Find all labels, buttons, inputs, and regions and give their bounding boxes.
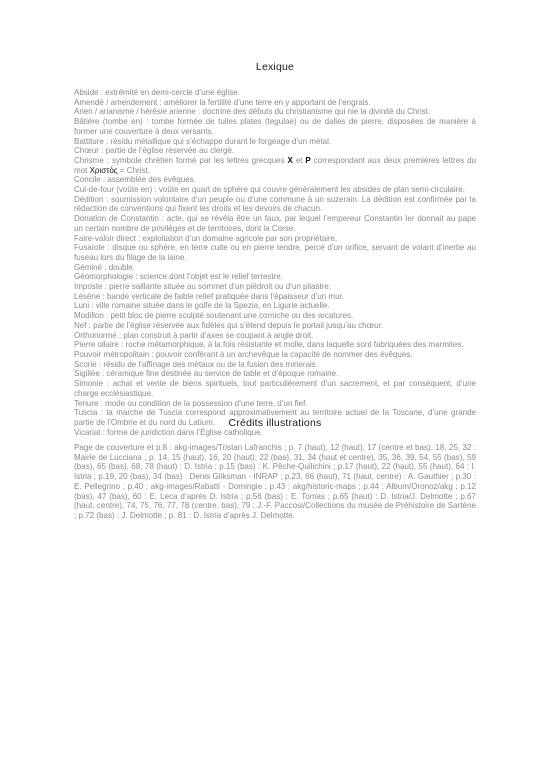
credits-heading: Crédits illustrations [228, 417, 322, 429]
lexique-entry: Cul-de-four (voûte en) : voûte en quart de sphère qui couvre généralement les absides de plan semi-circulaire. [74, 185, 465, 195]
lexique-entry: Vicariat : forme de juridiction dans l’Église catholique. [74, 427, 263, 437]
lexique-list [74, 88, 476, 437]
lexique-entry: Dédition : soumission volontaire d’un peuple ou d’une commune à un suzerain. La dédition est confirmée par la rédaction de conventions qui fixent les droits et les devoirs de chacun. [74, 194, 476, 214]
chrisme-mid: et [292, 155, 306, 165]
lexique-entry: Imposte : pierre saillante située au sommet d’un piédroit ou d’un pilastre. [74, 282, 332, 292]
lexique-entry: Faire-valoir direct : exploitation d’un domaine agricole par son propriétaire. [74, 233, 338, 243]
lexique-entry: Tenure : mode ou condition de la possession d’une terre, d’un fief. [74, 398, 308, 408]
lexique-entry: Bâtière (tombe en) : tombe formée de tuiles plates (tegulae) ou de dalles de pierre, disposées de manière à former une couverture à deux versants. [74, 117, 476, 136]
lexique-entry: Chœur : partie de l’église réservée au clergé. [74, 146, 235, 156]
lexique-entry: Scorie : résidu de l’affinage des métaux ou de la fusion des minerais. [74, 359, 319, 369]
lexique-entry: Luni : ville romaine située dans le golfe de la Spezia, en Ligurie actuelle. [74, 301, 330, 311]
lexique-entry: Géomorphologie : science dont l’objet est le relief terrestre. [74, 272, 283, 282]
credits-text: Page de couverture et p.8 : akg-images/Tristan Lafranchis ; p. 7 (haut), 12 (haut), 17 (centre et bas), 18, 25, 32 : Mairie de Lucciana ; p. 14, 15 (haut), 16, 20 (haut), 22 (bas), 31, 34 (haut et centre), 35, 36, 39, 54, 55 (bas), 59 (bas), 65 (bas), 68, 78 (haut) : D. Istria ; p.15 (bas) : K. Pêche-Quilichini ; p.17 (haut), 22 (haut), 55 (haut), 64 : I. Istria ; p.19, 20 (bas), 34 (bas) : Denis Gliksman - INRAP ; p.23, 66 (haut), 71 (haut, centre) : A. Gauthier ; p.30 : E. Pellegrino ; p.40 : akg-images/Rabatti - Domingie ; p.43 : akg/historic-maps ; p.44 : Album/Oronoz/akg ; p.12 (bas), 47 (bas), 60 : E. Leca d’après D. Istria ; p.56 (bas) : E. Tomas ; p.65 (haut) : D. Istria/J. Delmotte ; p.67 (haut, centre), 74, 75, 76, 77, 78 (centre, bas), 79 : J.-F. Paccosi/Collections du musée de Préhistoire de Sartène ; p.72 (bas) : J. Delmotte ; p. 81 : D. Istria d’après J. Delmotte. [74, 443, 476, 520]
lexique-entry: Concile : assemblée des évêques. [74, 175, 196, 185]
chrisme-letter-p: P [305, 155, 311, 165]
lexique-entry: Lésène : bande verticale de faible relief pratiquée dans l’épaisseur d’un mur. [74, 291, 344, 301]
lexique-entry: Orthonormé : plan construit à partir d’axes se coupant à angle droit. [74, 330, 314, 340]
lexique-entry: Donation de Constantin : acte, qui se révéla être un faux, par lequel l’empereur Constantin Ier donnait au pape un certain nombre de privilèges et de territoires, dont la Corse. [74, 214, 476, 233]
chrisme-prefix: Chrisme : symbole chrétien formé par les lettres grecques [74, 155, 288, 165]
chrisme-greek: Χριστός [89, 165, 118, 175]
lexique-entry: Tuscia : la marche de Tuscia correspond approximativement au territoire actuel de la Toscane, d’une grande partie de l’Ombrie et du nord du Latium. [74, 408, 476, 427]
lexique-entry: Abside : extrémité en demi-cercle d’une église. [74, 88, 240, 97]
lexique-entry: Pierre ollaire : roche métamorphique, à la fois résistante et molle, dans laquelle sont fabriquées des marmites. [74, 340, 464, 350]
lexique-heading: Lexique [255, 61, 295, 73]
lexique-entry: Fusaïole : disque ou sphère, en terre cuite ou en pierre tendre, percé d’un orifice, servant de volant d’inertie au fuseau lors du filage de la laine. [74, 243, 476, 262]
lexique-entry [74, 156, 476, 175]
lexique-entry: Arien / arianisme / hérésie arienne : doctrine des débuts du christianisme qui nie la divinité du Christ. [74, 107, 431, 117]
lexique-entry: Géminé : double. [74, 262, 135, 272]
lexique-entry: Modillon : petit bloc de pierre sculpté soutenant une corniche ou des arcatures. [74, 311, 354, 321]
chrisme-suffix1: correspondant aux deux premières lettres du mot [74, 155, 476, 175]
lexique-entry: Battiture : résidu métallique qui s’échappe durant le forgeage d’un métal. [74, 136, 332, 146]
lexique-entry: Amendé / amendement : améliorer la fertilité d’une terre en y apportant de l’engrais. [74, 97, 371, 107]
lexique-entry: Simonie : achat et vente de biens spirituels, tout particulièrement d’un sacrement, et par conséquent, d’une charge ecclésiastique. [74, 379, 476, 398]
lexique-entry: Nef : partie de l’église réservée aux fidèles qui s’étend depuis le portail jusqu’au chœur. [74, 320, 384, 330]
lexique-entry: Sigillée : céramique fine destinée au service de table et d’époque romaine. [74, 369, 339, 379]
chrisme-letter-x: X [287, 155, 293, 165]
lexique-entry: Pouvoir métropolitain : pouvoir conférant à un archevêque la capacité de nommer des évêques. [74, 349, 413, 359]
chrisme-suffix2: = Christ. [117, 165, 150, 175]
